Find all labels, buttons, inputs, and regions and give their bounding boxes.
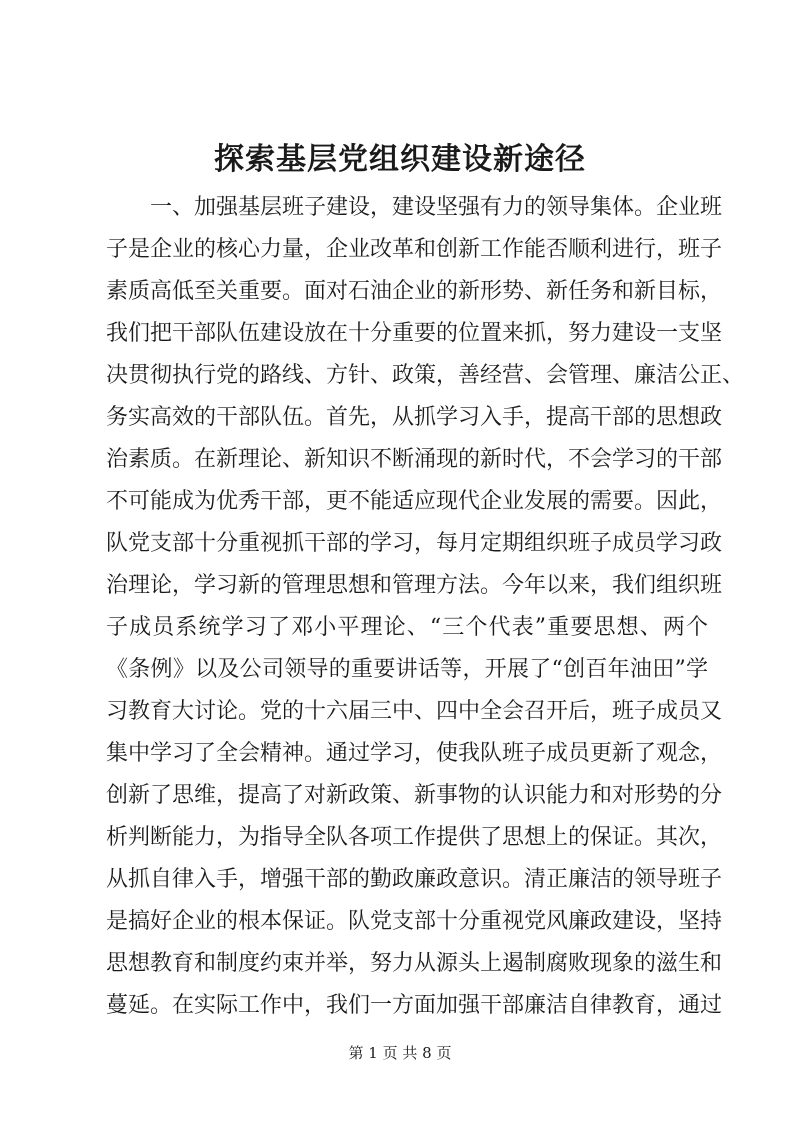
text-line: 《条例》以及公司领导的重要讲话等，开展了“创百年油田”学: [106, 657, 708, 682]
text-line: 是搞好企业的根本保证。队党支部十分重视党风廉政建设，坚持: [106, 909, 723, 934]
text-line: 一、加强基层班子建设，建设坚强有力的领导集体。企业班: [150, 195, 723, 220]
text-line: 队党支部十分重视抓干部的学习，每月定期组织班子成员学习政: [106, 531, 723, 556]
text-line: 蔓延。在实际工作中，我们一方面加强干部廉洁自律教育，通过: [106, 993, 723, 1018]
text-line: 不可能成为优秀干部，更不能适应现代企业发展的需要。因此，: [106, 489, 723, 514]
text-line: 治理论，学习新的管理思想和管理方法。今年以来，我们组织班: [106, 573, 723, 598]
text-line: 我们把干部队伍建设放在十分重要的位置来抓，努力建设一支坚: [106, 321, 723, 346]
text-line: 析判断能力，为指导全队各项工作提供了思想上的保证。其次，: [106, 825, 723, 850]
text-line: 思想教育和制度约束并举，努力从源头上遏制腐败现象的滋生和: [106, 951, 723, 976]
text-line: 从抓自律入手，增强干部的勤政廉政意识。清正廉洁的领导班子: [106, 867, 723, 892]
text-line: 治素质。在新理论、新知识不断涌现的新时代，不会学习的干部: [106, 447, 723, 472]
text-line: 决贯彻执行党的路线、方针、政策，善经营、会管理、廉洁公正、: [106, 363, 745, 388]
text-line: 习教育大讨论。党的十六届三中、四中全会召开后，班子成员又: [106, 699, 723, 724]
page-number: 第 1 页 共 8 页: [348, 1044, 452, 1062]
text-line: 创新了思维，提高了对新政策、新事物的认识能力和对形势的分: [106, 783, 723, 808]
text-line: 务实高效的干部队伍。首先，从抓学习入手，提高干部的思想政: [106, 405, 723, 430]
document-title: 探索基层党组织建设新途径: [214, 142, 586, 177]
text-line: 子是企业的核心力量，企业改革和创新工作能否顺利进行，班子: [106, 237, 723, 262]
text-line: 子成员系统学习了邓小平理论、“三个代表”重要思想、两个: [106, 615, 708, 640]
text-line: 集中学习了全会精神。通过学习，使我队班子成员更新了观念，: [106, 741, 723, 766]
text-line: 素质高低至关重要。面对石油企业的新形势、新任务和新目标，: [106, 279, 723, 304]
